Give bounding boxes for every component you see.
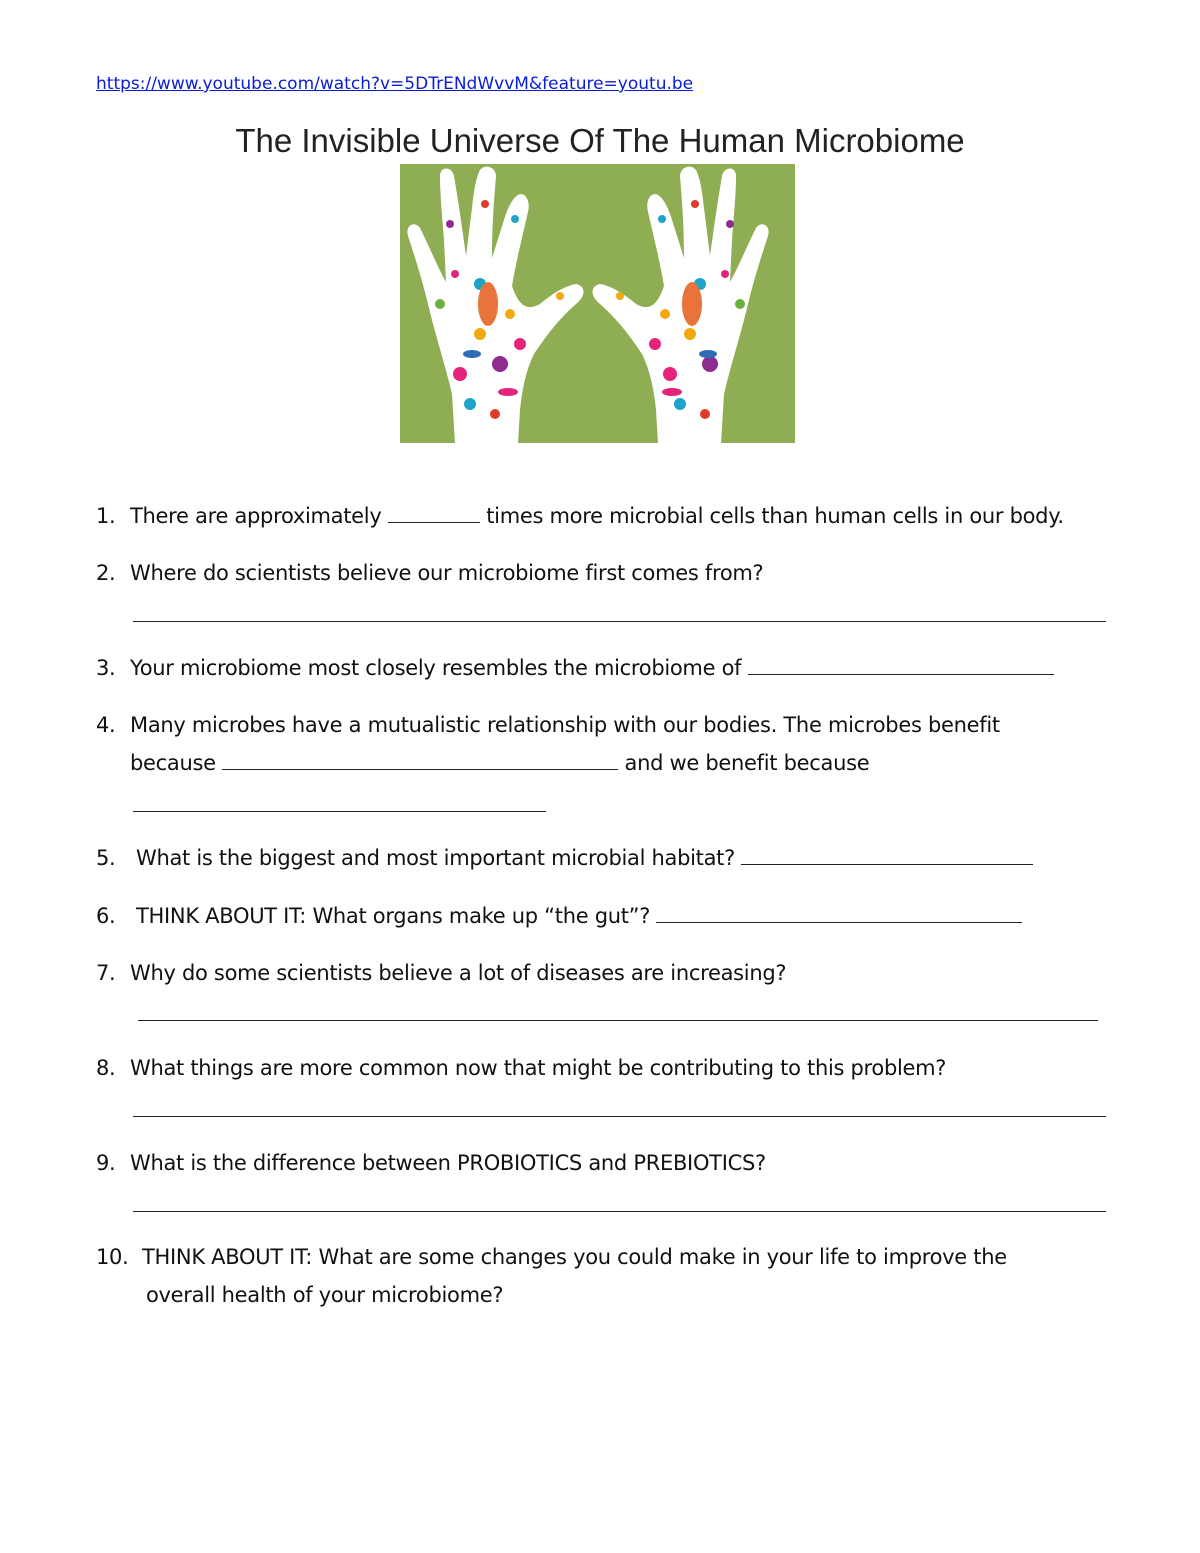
question-8: 8. What things are more common now that might be contributing to this problem? — [96, 1056, 947, 1080]
answer-blank-4a[interactable] — [222, 749, 618, 770]
question-4: 4. Many microbes have a mutualistic relationship with our bodies. The microbes benefit — [96, 713, 1000, 737]
answer-line-7[interactable] — [138, 1020, 1098, 1021]
answer-line-8[interactable] — [133, 1116, 1106, 1117]
answer-blank-3[interactable] — [748, 654, 1054, 675]
question-1: 1. There are approximately times more microbial cells than human cells in our body. — [96, 504, 1064, 528]
question-10: 10. THINK ABOUT IT: What are some changes you could make in your life to improve the — [96, 1245, 1007, 1269]
page-title: The Invisible Universe Of The Human Microbiome — [235, 122, 965, 159]
answer-line-2[interactable] — [133, 621, 1106, 622]
question-4-cont: because and we benefit because — [130, 751, 870, 775]
question-9: 9. What is the difference between PROBIOTICS and PREBIOTICS? — [96, 1151, 766, 1175]
question-5: 5. What is the biggest and most important microbial habitat? — [96, 839, 1033, 877]
question-7: 7. Why do some scientists believe a lot of diseases are increasing? — [96, 961, 787, 985]
question-2: 2. Where do scientists believe our microbiome first comes from? — [96, 561, 764, 585]
video-link[interactable]: https://www.youtube.com/watch?v=5DTrENdWvvM&feature=youtu.be — [96, 74, 694, 94]
answer-blank-6[interactable] — [656, 902, 1022, 923]
answer-blank-1[interactable] — [388, 502, 480, 523]
answer-line-9[interactable] — [133, 1211, 1106, 1212]
question-6: 6. THINK ABOUT IT: What organs make up “the gut”? — [96, 897, 1022, 935]
microbiome-hands-image — [400, 164, 795, 443]
answer-blank-5[interactable] — [741, 844, 1033, 865]
question-3: 3. Your microbiome most closely resembles the microbiome of — [96, 649, 1054, 687]
answer-line-4b[interactable] — [133, 811, 546, 812]
question-10-cont: overall health of your microbiome? — [146, 1283, 504, 1307]
